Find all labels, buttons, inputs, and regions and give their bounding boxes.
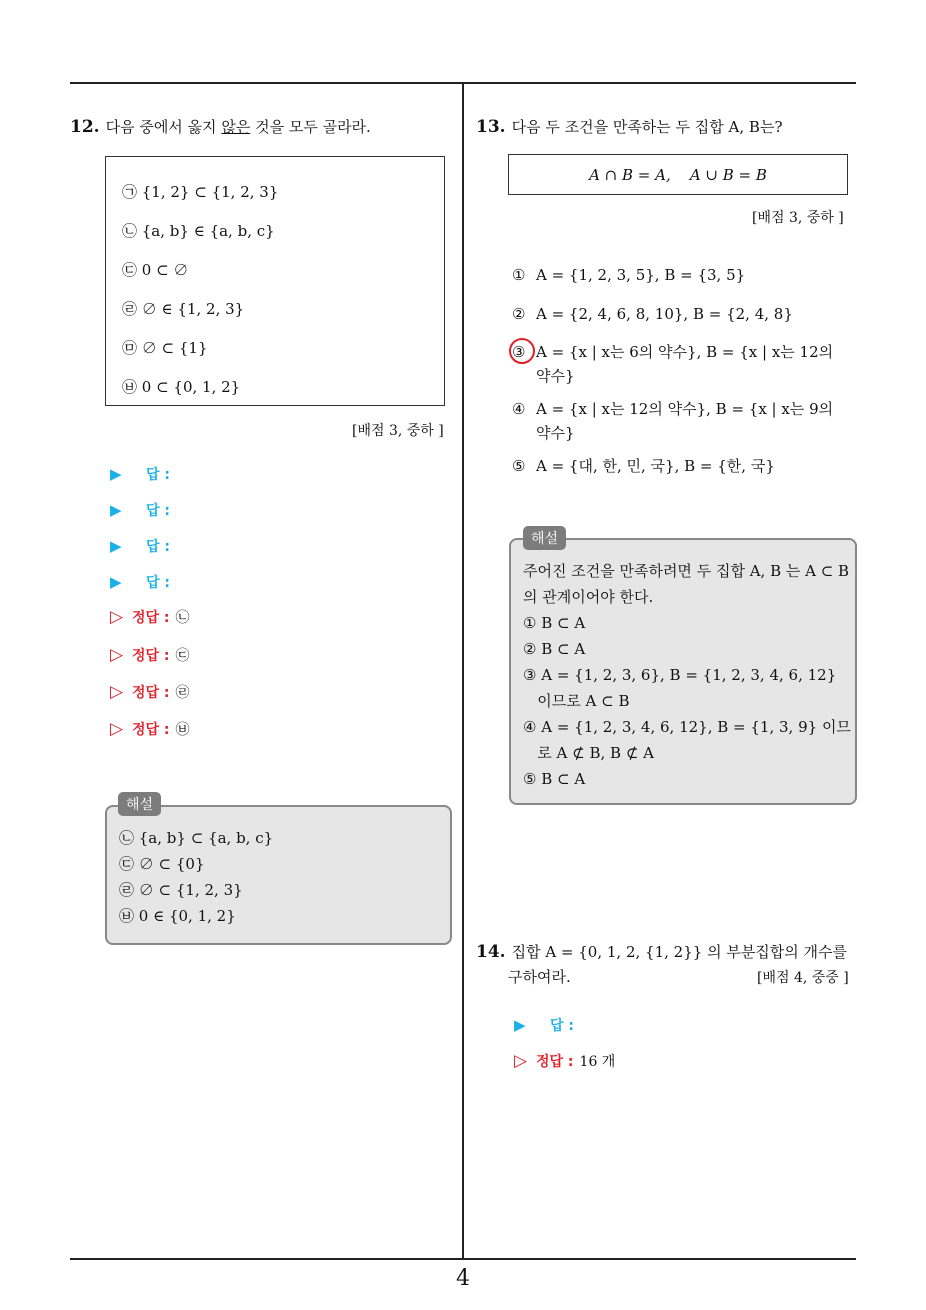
option-text: A = {대, 한, 민, 국}, B = {한, 국} xyxy=(536,457,775,475)
option-number: ⑤ xyxy=(512,457,526,475)
q12-correct-row xyxy=(110,719,190,739)
q12-solution-line: ㉣ ∅ ⊂ {1, 2, 3} xyxy=(119,881,243,899)
q13-solution-tag: 해설 xyxy=(523,526,566,550)
play-filled-icon: ▶ xyxy=(110,465,122,483)
q13-option[interactable] xyxy=(512,302,793,326)
q12-statement: ㉡ {a, b} ∈ {a, b, c} xyxy=(122,222,275,240)
q12-number: 12. xyxy=(70,117,100,137)
option-text: A = {x | x는 6의 약수}, B = {x | x는 12의 xyxy=(536,343,834,361)
q13-condition-box xyxy=(508,154,848,195)
q12-correct-row xyxy=(110,682,190,702)
correct-value: ㉣ xyxy=(175,685,190,701)
correct-value: ㉢ xyxy=(175,648,190,664)
q14-correct-row xyxy=(514,1051,615,1071)
play-outline-icon: ▷ xyxy=(514,1051,528,1071)
answer-label: 답 : xyxy=(146,467,170,483)
option-number: ① xyxy=(512,266,526,284)
q12-solution-line: ㉢ ∅ ⊂ {0} xyxy=(119,855,205,873)
q13-option[interactable] xyxy=(512,397,833,445)
page-number: 4 xyxy=(456,1266,470,1291)
correct-value: ㉥ xyxy=(175,722,190,738)
q12-statement: ㉥ 0 ⊂ {0, 1, 2} xyxy=(122,378,241,396)
q14-answer-row[interactable] xyxy=(514,1015,574,1035)
q12-text-before: 다음 중에서 옳지 xyxy=(105,118,222,136)
q13-number: 13. xyxy=(476,117,506,137)
q13-text: 다음 두 조건을 만족하는 두 집합 A, B는? xyxy=(511,118,783,136)
q14-text-line1: 집합 A = {0, 1, 2, {1, 2}} 의 부분집합의 개수를 xyxy=(511,943,848,961)
q13-solution-line: ② B ⊂ A xyxy=(523,640,586,658)
option-text: A = {1, 2, 3, 5}, B = {3, 5} xyxy=(536,266,746,284)
play-filled-icon: ▶ xyxy=(514,1016,526,1034)
q13-solution-line: ① B ⊂ A xyxy=(523,614,586,632)
q13-prompt xyxy=(476,116,782,138)
q12-correct-row xyxy=(110,607,190,627)
option-text-cont: 약수} xyxy=(536,367,575,385)
option-number: ② xyxy=(512,305,526,323)
q12-solution-line: ㉥ 0 ∈ {0, 1, 2} xyxy=(119,907,236,925)
q13-option[interactable] xyxy=(512,263,745,287)
correct-label: 정답 : xyxy=(132,610,170,626)
q14-prompt-cont: 구하여라. xyxy=(508,968,571,986)
q13-solution-line: ④ A = {1, 2, 3, 4, 6, 12}, B = {1, 3, 9} 이므 xyxy=(523,718,851,736)
bottom-rule xyxy=(70,1258,856,1260)
q13-option-selected[interactable] xyxy=(512,340,833,388)
play-outline-icon: ▷ xyxy=(110,607,124,627)
q13-solution-line: 의 관계이어야 한다. xyxy=(523,588,654,606)
selected-circle-mark xyxy=(509,338,535,364)
q14-number: 14. xyxy=(476,942,506,962)
correct-label: 정답 : xyxy=(132,722,170,738)
q12-solution-box xyxy=(105,805,452,945)
q13-solution-line: ⑤ B ⊂ A xyxy=(523,770,586,788)
option-number: ④ xyxy=(512,400,526,418)
q13-solution-box xyxy=(509,538,857,805)
play-filled-icon: ▶ xyxy=(110,501,122,519)
answer-label: 답 : xyxy=(550,1018,574,1034)
q12-statement: ㉤ ∅ ⊂ {1} xyxy=(122,339,208,357)
play-outline-icon: ▷ xyxy=(110,682,124,702)
q13-condition: A ∩ B = A, A ∪ B = B xyxy=(589,165,767,184)
option-number: ③ xyxy=(512,343,526,361)
column-divider xyxy=(462,84,464,1259)
answer-label: 답 : xyxy=(146,539,170,555)
q13-solution-line: ③ A = {1, 2, 3, 6}, B = {1, 2, 3, 4, 6, 12} xyxy=(523,666,837,684)
q12-statement: ㉢ 0 ⊂ ∅ xyxy=(122,261,189,279)
q12-answer-row[interactable] xyxy=(110,500,170,520)
q12-statement-box xyxy=(105,156,445,406)
q12-score: [배점 3, 중하 ] xyxy=(352,423,444,439)
q13-solution-line: 이므로 A ⊂ B xyxy=(523,692,630,710)
q14-score: [배점 4, 중중 ] xyxy=(757,970,849,986)
q12-answer-row[interactable] xyxy=(110,572,170,592)
play-filled-icon: ▶ xyxy=(110,537,122,555)
q12-answer-row[interactable] xyxy=(110,536,170,556)
play-filled-icon: ▶ xyxy=(110,573,122,591)
option-text-cont: 약수} xyxy=(536,424,575,442)
q12-correct-row xyxy=(110,645,190,665)
q13-solution-line: 로 A ⊄ B, B ⊄ A xyxy=(523,744,655,762)
q12-answer-row[interactable] xyxy=(110,464,170,484)
q12-text-after: 것을 모두 골라라. xyxy=(250,118,371,136)
q12-prompt xyxy=(70,116,371,138)
q13-score: [배점 3, 중하 ] xyxy=(752,210,844,226)
q12-solution-tag: 해설 xyxy=(118,792,161,816)
correct-label: 정답 : xyxy=(132,648,170,664)
answer-label: 답 : xyxy=(146,575,170,591)
correct-label: 정답 : xyxy=(132,685,170,701)
answer-label: 답 : xyxy=(146,503,170,519)
option-text: A = {2, 4, 6, 8, 10}, B = {2, 4, 8} xyxy=(536,305,793,323)
play-outline-icon: ▷ xyxy=(110,645,124,665)
option-text: A = {x | x는 12의 약수}, B = {x | x는 9의 xyxy=(536,400,834,418)
q13-solution-line: 주어진 조건을 만족하려면 두 집합 A, B 는 A ⊂ B xyxy=(523,562,850,580)
play-outline-icon: ▷ xyxy=(110,719,124,739)
q14-prompt xyxy=(476,941,847,963)
correct-label: 정답 : xyxy=(536,1054,574,1070)
correct-value: 16 개 xyxy=(579,1054,616,1070)
q13-option[interactable] xyxy=(512,454,775,478)
q12-statement: ㉣ ∅ ∈ {1, 2, 3} xyxy=(122,300,245,318)
correct-value: ㉡ xyxy=(175,610,190,626)
q12-statement: ㉠ {1, 2} ⊂ {1, 2, 3} xyxy=(122,183,279,201)
q12-solution-line: ㉡ {a, b} ⊂ {a, b, c} xyxy=(119,829,274,847)
q12-text-underlined: 않은 xyxy=(221,118,251,136)
